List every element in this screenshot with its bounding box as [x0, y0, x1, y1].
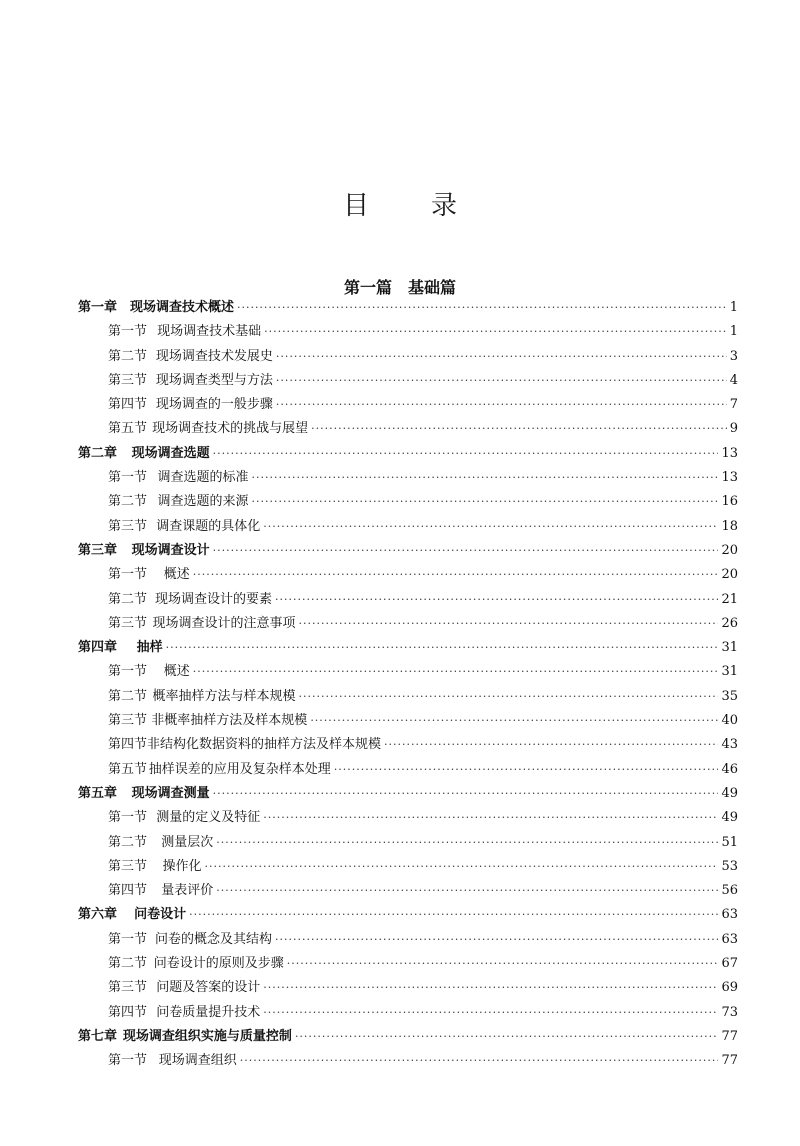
- entry-title: 现场调查设计的要素: [155, 591, 273, 607]
- entry-number: 第四章: [78, 640, 118, 656]
- entry-title: 现场调查选题: [131, 445, 210, 461]
- entry-number: 第三节: [108, 615, 148, 631]
- entry-number: 第三章: [78, 542, 118, 558]
- entry-title: 现场调查设计的注意事项: [152, 615, 296, 631]
- entry-title: 概述: [163, 664, 190, 680]
- dot-leader: [310, 709, 718, 733]
- page-number: 3: [729, 348, 738, 364]
- page-number: 63: [721, 907, 738, 923]
- page-number: 31: [721, 664, 738, 680]
- toc-entry-27[interactable]: [78, 952, 738, 976]
- dot-leader: [275, 928, 718, 952]
- dot-leader: [252, 490, 719, 514]
- page-number: 20: [721, 567, 738, 583]
- toc-entry-30[interactable]: [78, 1025, 738, 1049]
- dot-leader: [264, 320, 727, 344]
- dot-leader: [263, 1001, 718, 1025]
- toc-entry-26[interactable]: [78, 928, 738, 952]
- toc-entry-31[interactable]: [78, 1049, 738, 1073]
- toc-entry-9[interactable]: [78, 515, 738, 539]
- page-title: 目录: [342, 191, 519, 222]
- dot-leader: [295, 1025, 719, 1049]
- page-number: 20: [721, 542, 738, 558]
- entry-number: 第二节: [108, 834, 148, 850]
- page-number: 49: [721, 810, 738, 826]
- entry-number: 第五章: [78, 785, 118, 801]
- dot-leader: [276, 393, 727, 417]
- page-number: 43: [721, 737, 738, 753]
- page-number: 51: [721, 834, 738, 850]
- dot-leader: [213, 442, 719, 466]
- entry-title: 现场调查技术基础: [157, 324, 262, 340]
- entry-number: 第一节: [108, 1053, 148, 1069]
- entry-number: 第一节: [108, 664, 148, 680]
- entry-title: 抽样: [136, 640, 163, 656]
- entry-title: 问卷设计的原则及步骤: [153, 956, 284, 972]
- entry-title: 操作化: [162, 858, 202, 874]
- entry-title: 问题及答案的设计: [156, 980, 261, 996]
- page-number: 53: [721, 858, 738, 874]
- page-number: 77: [721, 1053, 738, 1069]
- entry-title: 现场调查类型与方法: [155, 372, 273, 388]
- entry-number: 第一节: [108, 324, 148, 340]
- dot-leader: [216, 879, 718, 903]
- page-number: 9: [729, 421, 738, 437]
- entry-number: 第四节: [108, 1004, 148, 1020]
- toc-entry-24[interactable]: [78, 879, 738, 903]
- dot-leader: [263, 515, 718, 539]
- entry-title: 现场调查技术概述: [129, 300, 234, 315]
- entry-number: 第一节: [108, 470, 148, 486]
- toc-entry-15[interactable]: [78, 660, 738, 684]
- toc-entry-8[interactable]: [78, 490, 738, 514]
- toc-entry-28[interactable]: [78, 976, 738, 1000]
- dot-leader: [213, 782, 719, 806]
- dot-leader: [263, 976, 718, 1000]
- page-number: 77: [721, 1028, 738, 1044]
- toc-entry-13[interactable]: [78, 612, 738, 636]
- dot-leader: [166, 636, 719, 660]
- entry-title: 调查课题的具体化: [156, 518, 261, 534]
- dot-leader: [276, 369, 727, 393]
- entry-number: 第三节: [108, 372, 148, 388]
- entry-number: 第三节: [108, 518, 148, 534]
- page-number: 1: [729, 324, 738, 340]
- entry-title: 现场调查的一般步骤: [155, 397, 273, 413]
- dot-leader: [252, 466, 719, 490]
- dot-leader: [216, 831, 718, 855]
- page-number: 16: [721, 494, 738, 510]
- entry-title: 现场调查技术发展史: [155, 348, 273, 364]
- entry-number: 第四节: [108, 397, 148, 413]
- entry-title: 测量的定义及特征: [156, 810, 261, 826]
- dot-leader: [213, 539, 719, 563]
- toc-entry-22[interactable]: [78, 831, 738, 855]
- toc-entry-12[interactable]: [78, 588, 738, 612]
- dot-leader: [263, 806, 718, 830]
- toc-entry-11[interactable]: [78, 563, 738, 587]
- page-number: 21: [721, 591, 738, 607]
- entry-title: 测量层次: [161, 834, 214, 850]
- toc-entry-0[interactable]: [78, 296, 738, 320]
- page-number: 49: [721, 785, 738, 801]
- entry-number: 第一节: [108, 810, 148, 826]
- entry-number: 第二节: [108, 591, 148, 607]
- toc-entry-10[interactable]: [78, 539, 738, 563]
- page-number: 13: [721, 470, 738, 486]
- entry-title: 现场调查设计: [131, 542, 210, 558]
- page-number: 35: [721, 688, 738, 704]
- entry-number: 第一章: [78, 300, 118, 315]
- entry-title: 概率抽样方法与样本规模: [152, 688, 296, 704]
- dot-leader: [334, 758, 719, 782]
- page-number: 67: [721, 956, 738, 972]
- entry-title: 概述: [163, 567, 190, 583]
- page-number: 63: [721, 931, 738, 947]
- toc-entry-6[interactable]: [78, 442, 738, 466]
- entry-title: 问卷的概念及其结构: [155, 931, 273, 947]
- page-number: 40: [721, 713, 738, 729]
- dot-leader: [384, 733, 718, 757]
- toc-entry-23[interactable]: [78, 855, 738, 879]
- page-number: 46: [721, 761, 738, 777]
- page-number: 31: [721, 640, 738, 656]
- entry-title: 问卷质量提升技术: [156, 1004, 261, 1020]
- entry-number: 第五节: [108, 421, 148, 437]
- entry-title: 问卷设计: [134, 907, 187, 923]
- entry-title: 量表评价: [161, 883, 214, 899]
- entry-title: 抽样误差的应用及复杂样本处理: [148, 761, 331, 777]
- part-title: 第一篇 基础篇: [343, 278, 456, 298]
- page-number: 1: [729, 300, 738, 315]
- dot-leader: [240, 1049, 719, 1073]
- toc-entry-3[interactable]: [78, 369, 738, 393]
- entry-number: 第一节: [108, 931, 148, 947]
- toc-entry-16[interactable]: [78, 685, 738, 709]
- dot-leader: [193, 660, 719, 684]
- page-number: 18: [721, 518, 738, 534]
- page-number: 26: [721, 615, 738, 631]
- dot-leader: [299, 685, 719, 709]
- entry-number: 第四节: [108, 737, 148, 753]
- entry-number: 第二节: [108, 494, 148, 510]
- dot-leader: [275, 588, 718, 612]
- toc-entry-20[interactable]: [78, 782, 738, 806]
- toc-entry-18[interactable]: [78, 733, 738, 757]
- toc-entry-19[interactable]: [78, 758, 738, 782]
- dot-leader: [299, 612, 719, 636]
- entry-number: 第五节: [108, 761, 148, 777]
- entry-number: 第三节: [108, 858, 148, 874]
- dot-leader: [193, 563, 719, 587]
- entry-title: 现场调查组织: [158, 1053, 237, 1069]
- toc-entry-1[interactable]: [78, 320, 738, 344]
- page-number: 13: [721, 445, 738, 461]
- toc-entry-29[interactable]: [78, 1001, 738, 1025]
- entry-title: 调查选题的来源: [157, 494, 249, 510]
- page-number: 56: [721, 883, 738, 899]
- page-number: 69: [721, 980, 738, 996]
- entry-title: 调查选题的标准: [157, 470, 249, 486]
- entry-title: 现场调查技术的挑战与展望: [152, 421, 309, 437]
- entry-title: 非结构化数据资料的抽样方法及样本规模: [147, 737, 382, 753]
- toc-entry-5[interactable]: [78, 417, 738, 441]
- entry-number: 第二节: [108, 956, 148, 972]
- page-number: 73: [721, 1004, 738, 1020]
- dot-leader: [287, 952, 719, 976]
- toc-entry-4[interactable]: [78, 393, 738, 417]
- toc-entry-17[interactable]: [78, 709, 738, 733]
- entry-number: 第二章: [78, 445, 118, 461]
- entry-title: 非概率抽样方法及样本规模: [151, 713, 308, 729]
- dot-leader: [205, 855, 719, 879]
- page-number: 4: [729, 372, 738, 388]
- entry-number: 第三节: [108, 980, 148, 996]
- toc-entry-7[interactable]: [78, 466, 738, 490]
- toc-entry-21[interactable]: [78, 806, 738, 830]
- toc-entry-2[interactable]: [78, 345, 738, 369]
- dot-leader: [311, 417, 727, 441]
- entry-number: 第七章: [78, 1028, 118, 1044]
- entry-title: 现场调查组织实施与质量控制: [122, 1028, 292, 1044]
- entry-number: 第二节: [108, 688, 148, 704]
- entry-title: 现场调查测量: [131, 785, 210, 801]
- dot-leader: [237, 296, 727, 320]
- page-number: 7: [729, 397, 738, 413]
- entry-number: 第二节: [108, 348, 148, 364]
- entry-number: 第一节: [108, 567, 148, 583]
- dot-leader: [276, 345, 727, 369]
- entry-number: 第四节: [108, 883, 148, 899]
- table-of-contents: [78, 296, 738, 1074]
- entry-number: 第三节: [108, 713, 148, 729]
- dot-leader: [189, 903, 718, 927]
- entry-number: 第六章: [78, 907, 118, 923]
- toc-entry-25[interactable]: [78, 903, 738, 927]
- toc-entry-14[interactable]: [78, 636, 738, 660]
